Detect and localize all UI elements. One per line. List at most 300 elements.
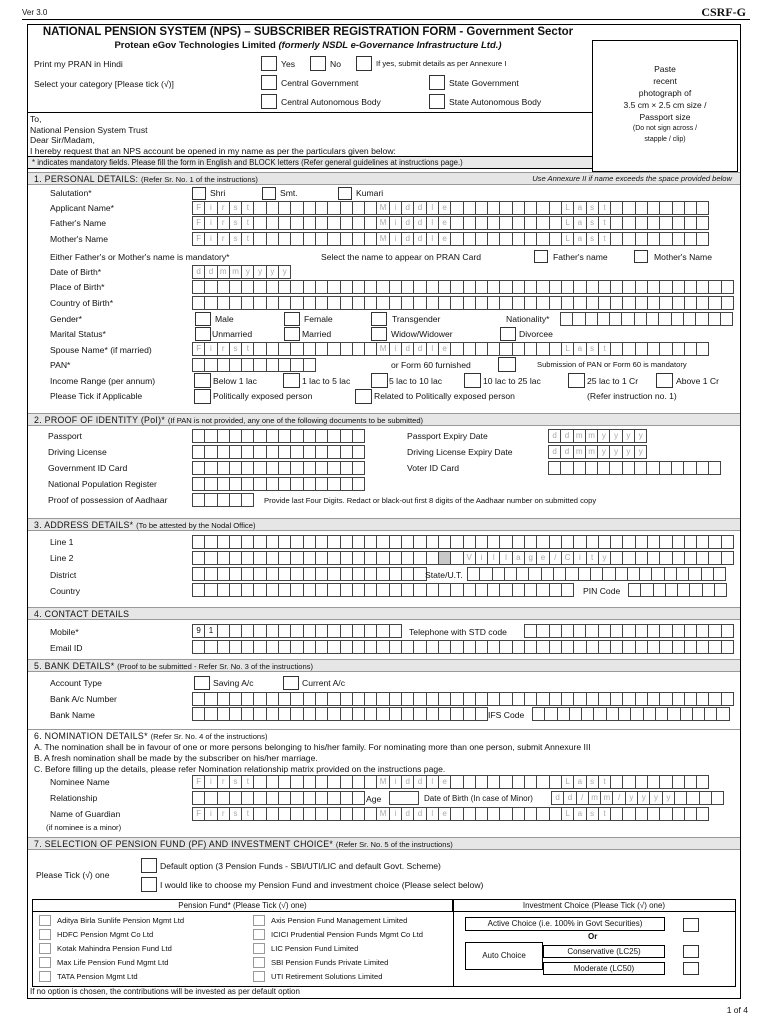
char-cell[interactable]: [636, 535, 648, 549]
char-cell[interactable]: [353, 583, 365, 597]
char-cell[interactable]: [673, 216, 685, 230]
char-cell[interactable]: [267, 692, 279, 706]
char-cell[interactable]: d: [564, 791, 576, 805]
char-cell[interactable]: [702, 567, 714, 581]
char-cell[interactable]: [722, 551, 734, 565]
char-cell[interactable]: [513, 201, 525, 215]
char-cell[interactable]: F: [193, 216, 205, 230]
char-cell[interactable]: [316, 280, 328, 294]
char-cell[interactable]: [414, 640, 426, 654]
char-cell[interactable]: [685, 551, 697, 565]
char-cell[interactable]: [439, 280, 451, 294]
char-cell[interactable]: [267, 477, 279, 491]
income-below1-checkbox[interactable]: [194, 373, 211, 388]
char-cell[interactable]: [414, 280, 426, 294]
char-cell[interactable]: s: [230, 232, 242, 246]
char-cell[interactable]: [341, 280, 353, 294]
char-cell[interactable]: [291, 624, 303, 638]
dob-grid[interactable]: [192, 265, 291, 279]
char-cell[interactable]: [291, 342, 303, 356]
char-cell[interactable]: [365, 807, 377, 821]
char-cell[interactable]: [636, 216, 648, 230]
income-10to25-checkbox[interactable]: [464, 373, 481, 388]
char-cell[interactable]: [316, 342, 328, 356]
char-cell[interactable]: e: [439, 807, 451, 821]
char-cell[interactable]: [304, 477, 316, 491]
char-cell[interactable]: [427, 551, 439, 565]
char-cell[interactable]: [242, 429, 254, 443]
char-cell[interactable]: [254, 358, 266, 372]
char-cell[interactable]: [267, 461, 279, 475]
char-cell[interactable]: [654, 583, 666, 597]
char-cell[interactable]: [464, 775, 476, 789]
char-cell[interactable]: [353, 775, 365, 789]
char-cell[interactable]: [562, 296, 574, 310]
addr-line1-grid[interactable]: [192, 535, 734, 549]
char-cell[interactable]: [464, 216, 476, 230]
char-cell[interactable]: [205, 707, 217, 721]
char-cell[interactable]: [636, 342, 648, 356]
nominee-dob-grid[interactable]: [551, 791, 724, 805]
char-cell[interactable]: [623, 551, 635, 565]
char-cell[interactable]: [533, 707, 545, 721]
char-cell[interactable]: [218, 640, 230, 654]
char-cell[interactable]: [193, 551, 205, 565]
char-cell[interactable]: [353, 791, 365, 805]
char-cell[interactable]: i: [574, 551, 586, 565]
central-govt-checkbox[interactable]: [261, 75, 277, 90]
char-cell[interactable]: [599, 624, 611, 638]
char-cell[interactable]: [636, 640, 648, 654]
char-cell[interactable]: [586, 461, 598, 475]
central-auto-checkbox[interactable]: [261, 94, 277, 109]
char-cell[interactable]: [328, 445, 340, 459]
char-cell[interactable]: [709, 296, 721, 310]
char-cell[interactable]: [291, 807, 303, 821]
char-cell[interactable]: [254, 280, 266, 294]
char-cell[interactable]: [291, 461, 303, 475]
char-cell[interactable]: i: [390, 342, 402, 356]
char-cell[interactable]: [242, 692, 254, 706]
char-cell[interactable]: [500, 342, 512, 356]
char-cell[interactable]: t: [242, 342, 254, 356]
char-cell[interactable]: [341, 692, 353, 706]
char-cell[interactable]: [353, 429, 365, 443]
char-cell[interactable]: [525, 640, 537, 654]
char-cell[interactable]: [685, 807, 697, 821]
char-cell[interactable]: [365, 624, 377, 638]
char-cell[interactable]: [353, 551, 365, 565]
char-cell[interactable]: [685, 775, 697, 789]
char-cell[interactable]: F: [193, 232, 205, 246]
char-cell[interactable]: [267, 567, 279, 581]
char-cell[interactable]: e: [439, 232, 451, 246]
char-cell[interactable]: [316, 551, 328, 565]
father-name-grid[interactable]: [192, 216, 709, 230]
pran-hindi-yes-checkbox[interactable]: [261, 56, 277, 71]
char-cell[interactable]: [242, 551, 254, 565]
fund-checkbox[interactable]: [253, 929, 265, 940]
voter-id-grid[interactable]: [548, 461, 721, 475]
shri-checkbox[interactable]: [192, 187, 206, 200]
char-cell[interactable]: [500, 201, 512, 215]
char-cell[interactable]: [660, 342, 672, 356]
char-cell[interactable]: [611, 624, 623, 638]
char-cell[interactable]: [279, 216, 291, 230]
char-cell[interactable]: [697, 232, 709, 246]
char-cell[interactable]: [660, 692, 672, 706]
married-checkbox[interactable]: [284, 327, 300, 341]
char-cell[interactable]: [427, 707, 439, 721]
char-cell[interactable]: t: [599, 775, 611, 789]
npr-grid[interactable]: [192, 477, 365, 491]
char-cell[interactable]: y: [242, 265, 254, 279]
char-cell[interactable]: [353, 567, 365, 581]
char-cell[interactable]: [414, 707, 426, 721]
char-cell[interactable]: d: [414, 342, 426, 356]
char-cell[interactable]: [390, 535, 402, 549]
char-cell[interactable]: d: [402, 232, 414, 246]
char-cell[interactable]: L: [562, 201, 574, 215]
char-cell[interactable]: [579, 567, 591, 581]
char-cell[interactable]: [537, 692, 549, 706]
char-cell[interactable]: [242, 493, 254, 507]
char-cell[interactable]: [377, 583, 389, 597]
char-cell[interactable]: [451, 775, 463, 789]
char-cell[interactable]: [254, 477, 266, 491]
char-cell[interactable]: [636, 296, 648, 310]
char-cell[interactable]: [549, 461, 561, 475]
char-cell[interactable]: [513, 807, 525, 821]
char-cell[interactable]: [660, 216, 672, 230]
char-cell[interactable]: r: [218, 775, 230, 789]
fund-checkbox[interactable]: [253, 943, 265, 954]
passport-grid[interactable]: [192, 429, 365, 443]
char-cell[interactable]: [587, 535, 599, 549]
char-cell[interactable]: [205, 583, 217, 597]
char-cell[interactable]: [414, 692, 426, 706]
char-cell[interactable]: [242, 583, 254, 597]
char-cell[interactable]: [623, 692, 635, 706]
char-cell[interactable]: [684, 312, 696, 326]
char-cell[interactable]: [537, 342, 549, 356]
char-cell[interactable]: [709, 312, 721, 326]
char-cell[interactable]: [500, 232, 512, 246]
char-cell[interactable]: m: [574, 445, 586, 459]
char-cell[interactable]: [525, 807, 537, 821]
char-cell[interactable]: [353, 296, 365, 310]
char-cell[interactable]: [611, 296, 623, 310]
char-cell[interactable]: [689, 567, 701, 581]
char-cell[interactable]: m: [218, 265, 230, 279]
char-cell[interactable]: [464, 342, 476, 356]
char-cell[interactable]: [673, 775, 685, 789]
char-cell[interactable]: [648, 232, 660, 246]
char-cell[interactable]: [623, 624, 635, 638]
char-cell[interactable]: [242, 567, 254, 581]
char-cell[interactable]: s: [587, 342, 599, 356]
char-cell[interactable]: [254, 535, 266, 549]
char-cell[interactable]: d: [414, 232, 426, 246]
char-cell[interactable]: [341, 296, 353, 310]
char-cell[interactable]: [611, 216, 623, 230]
char-cell[interactable]: [304, 358, 316, 372]
char-cell[interactable]: [365, 640, 377, 654]
char-cell[interactable]: l: [488, 551, 500, 565]
char-cell[interactable]: y: [279, 265, 291, 279]
char-cell[interactable]: m: [574, 429, 586, 443]
char-cell[interactable]: [660, 280, 672, 294]
char-cell[interactable]: [205, 551, 217, 565]
char-cell[interactable]: [291, 707, 303, 721]
fund-checkbox[interactable]: [39, 943, 51, 954]
char-cell[interactable]: [279, 445, 291, 459]
char-cell[interactable]: [574, 624, 586, 638]
char-cell[interactable]: [242, 445, 254, 459]
char-cell[interactable]: [439, 535, 451, 549]
char-cell[interactable]: [464, 707, 476, 721]
char-cell[interactable]: [537, 535, 549, 549]
pep-checkbox[interactable]: [194, 389, 211, 404]
char-cell[interactable]: [562, 583, 574, 597]
char-cell[interactable]: [328, 342, 340, 356]
char-cell[interactable]: [525, 232, 537, 246]
fund-checkbox[interactable]: [253, 971, 265, 982]
char-cell[interactable]: y: [623, 445, 635, 459]
char-cell[interactable]: [550, 692, 562, 706]
char-cell[interactable]: [267, 280, 279, 294]
char-cell[interactable]: [316, 445, 328, 459]
char-cell[interactable]: e: [537, 551, 549, 565]
char-cell[interactable]: [513, 775, 525, 789]
char-cell[interactable]: M: [377, 342, 389, 356]
char-cell[interactable]: [545, 707, 557, 721]
char-cell[interactable]: [550, 583, 562, 597]
char-cell[interactable]: [722, 692, 734, 706]
char-cell[interactable]: [267, 429, 279, 443]
char-cell[interactable]: [242, 280, 254, 294]
char-cell[interactable]: [623, 807, 635, 821]
char-cell[interactable]: [648, 775, 660, 789]
char-cell[interactable]: [390, 280, 402, 294]
char-cell[interactable]: [685, 342, 697, 356]
char-cell[interactable]: [562, 535, 574, 549]
char-cell[interactable]: [611, 232, 623, 246]
char-cell[interactable]: [709, 280, 721, 294]
char-cell[interactable]: [328, 429, 340, 443]
fund-checkbox[interactable]: [39, 971, 51, 982]
char-cell[interactable]: [476, 216, 488, 230]
char-cell[interactable]: [591, 567, 603, 581]
char-cell[interactable]: [267, 807, 279, 821]
char-cell[interactable]: [328, 775, 340, 789]
char-cell[interactable]: [304, 583, 316, 597]
char-cell[interactable]: L: [562, 775, 574, 789]
annex1-checkbox[interactable]: [356, 56, 372, 71]
char-cell[interactable]: [582, 707, 594, 721]
char-cell[interactable]: [611, 551, 623, 565]
char-cell[interactable]: [316, 535, 328, 549]
char-cell[interactable]: [279, 280, 291, 294]
char-cell[interactable]: [451, 232, 463, 246]
char-cell[interactable]: [328, 201, 340, 215]
char-cell[interactable]: [205, 358, 217, 372]
char-cell[interactable]: [316, 567, 328, 581]
char-cell[interactable]: F: [193, 807, 205, 821]
char-cell[interactable]: d: [561, 429, 573, 443]
char-cell[interactable]: [574, 461, 586, 475]
char-cell[interactable]: [193, 296, 205, 310]
char-cell[interactable]: [254, 232, 266, 246]
char-cell[interactable]: a: [574, 201, 586, 215]
char-cell[interactable]: L: [562, 216, 574, 230]
char-cell[interactable]: [230, 445, 242, 459]
char-cell[interactable]: [218, 567, 230, 581]
char-cell[interactable]: [488, 296, 500, 310]
char-cell[interactable]: [697, 640, 709, 654]
aadhaar-grid[interactable]: [192, 493, 254, 507]
char-cell[interactable]: 9: [193, 624, 205, 638]
char-cell[interactable]: [574, 692, 586, 706]
char-cell[interactable]: [377, 551, 389, 565]
char-cell[interactable]: d: [402, 807, 414, 821]
char-cell[interactable]: [488, 692, 500, 706]
char-cell[interactable]: [291, 280, 303, 294]
char-cell[interactable]: [709, 461, 721, 475]
char-cell[interactable]: [660, 624, 672, 638]
char-cell[interactable]: [341, 640, 353, 654]
char-cell[interactable]: t: [242, 201, 254, 215]
char-cell[interactable]: [586, 312, 598, 326]
char-cell[interactable]: [525, 216, 537, 230]
char-cell[interactable]: [599, 296, 611, 310]
char-cell[interactable]: [230, 640, 242, 654]
active-choice-checkbox[interactable]: [683, 918, 699, 932]
char-cell[interactable]: [525, 201, 537, 215]
char-cell[interactable]: [500, 583, 512, 597]
char-cell[interactable]: [488, 775, 500, 789]
char-cell[interactable]: [377, 535, 389, 549]
moderate-checkbox[interactable]: [683, 962, 699, 975]
char-cell[interactable]: s: [587, 775, 599, 789]
char-cell[interactable]: [648, 296, 660, 310]
char-cell[interactable]: [439, 692, 451, 706]
char-cell[interactable]: [476, 342, 488, 356]
char-cell[interactable]: [681, 707, 693, 721]
char-cell[interactable]: [537, 216, 549, 230]
char-cell[interactable]: [218, 551, 230, 565]
char-cell[interactable]: [365, 692, 377, 706]
char-cell[interactable]: [328, 216, 340, 230]
char-cell[interactable]: [562, 692, 574, 706]
char-cell[interactable]: [648, 342, 660, 356]
char-cell[interactable]: [476, 692, 488, 706]
char-cell[interactable]: [304, 707, 316, 721]
char-cell[interactable]: [316, 216, 328, 230]
char-cell[interactable]: [341, 624, 353, 638]
char-cell[interactable]: [640, 567, 652, 581]
char-cell[interactable]: [687, 791, 699, 805]
nominee-name-grid[interactable]: [192, 775, 709, 789]
char-cell[interactable]: [636, 807, 648, 821]
char-cell[interactable]: M: [377, 201, 389, 215]
char-cell[interactable]: [550, 342, 562, 356]
char-cell[interactable]: [611, 280, 623, 294]
char-cell[interactable]: s: [587, 807, 599, 821]
char-cell[interactable]: [218, 535, 230, 549]
char-cell[interactable]: d: [561, 445, 573, 459]
char-cell[interactable]: [353, 692, 365, 706]
char-cell[interactable]: [696, 312, 708, 326]
char-cell[interactable]: [365, 296, 377, 310]
char-cell[interactable]: [550, 296, 562, 310]
char-cell[interactable]: [328, 707, 340, 721]
char-cell[interactable]: [254, 342, 266, 356]
char-cell[interactable]: [267, 624, 279, 638]
addr-line2-grid[interactable]: [192, 551, 734, 565]
char-cell[interactable]: l: [427, 232, 439, 246]
char-cell[interactable]: [525, 583, 537, 597]
char-cell[interactable]: l: [427, 807, 439, 821]
char-cell[interactable]: a: [574, 216, 586, 230]
char-cell[interactable]: [500, 775, 512, 789]
char-cell[interactable]: [328, 280, 340, 294]
char-cell[interactable]: [328, 692, 340, 706]
char-cell[interactable]: [353, 807, 365, 821]
char-cell[interactable]: [390, 296, 402, 310]
char-cell[interactable]: s: [230, 201, 242, 215]
char-cell[interactable]: [722, 535, 734, 549]
char-cell[interactable]: [513, 692, 525, 706]
char-cell[interactable]: [722, 280, 734, 294]
char-cell[interactable]: [476, 201, 488, 215]
char-cell[interactable]: [476, 232, 488, 246]
char-cell[interactable]: [304, 445, 316, 459]
char-cell[interactable]: [684, 461, 696, 475]
char-cell[interactable]: [574, 640, 586, 654]
char-cell[interactable]: [537, 624, 549, 638]
char-cell[interactable]: [660, 232, 672, 246]
char-cell[interactable]: [242, 707, 254, 721]
char-cell[interactable]: [304, 232, 316, 246]
char-cell[interactable]: [693, 707, 705, 721]
char-cell[interactable]: /: [613, 791, 625, 805]
char-cell[interactable]: [451, 280, 463, 294]
char-cell[interactable]: [656, 707, 668, 721]
char-cell[interactable]: [267, 707, 279, 721]
char-cell[interactable]: [594, 707, 606, 721]
char-cell[interactable]: y: [635, 445, 647, 459]
char-cell[interactable]: [464, 232, 476, 246]
char-cell[interactable]: [636, 624, 648, 638]
char-cell[interactable]: [254, 624, 266, 638]
char-cell[interactable]: [341, 567, 353, 581]
char-cell[interactable]: [304, 567, 316, 581]
char-cell[interactable]: [451, 201, 463, 215]
char-cell[interactable]: s: [230, 807, 242, 821]
char-cell[interactable]: [304, 216, 316, 230]
char-cell[interactable]: [697, 461, 709, 475]
char-cell[interactable]: [715, 583, 727, 597]
char-cell[interactable]: [341, 342, 353, 356]
char-cell[interactable]: [328, 624, 340, 638]
char-cell[interactable]: F: [193, 775, 205, 789]
char-cell[interactable]: [254, 775, 266, 789]
char-cell[interactable]: i: [390, 216, 402, 230]
char-cell[interactable]: [525, 280, 537, 294]
char-cell[interactable]: s: [587, 232, 599, 246]
char-cell[interactable]: [353, 707, 365, 721]
